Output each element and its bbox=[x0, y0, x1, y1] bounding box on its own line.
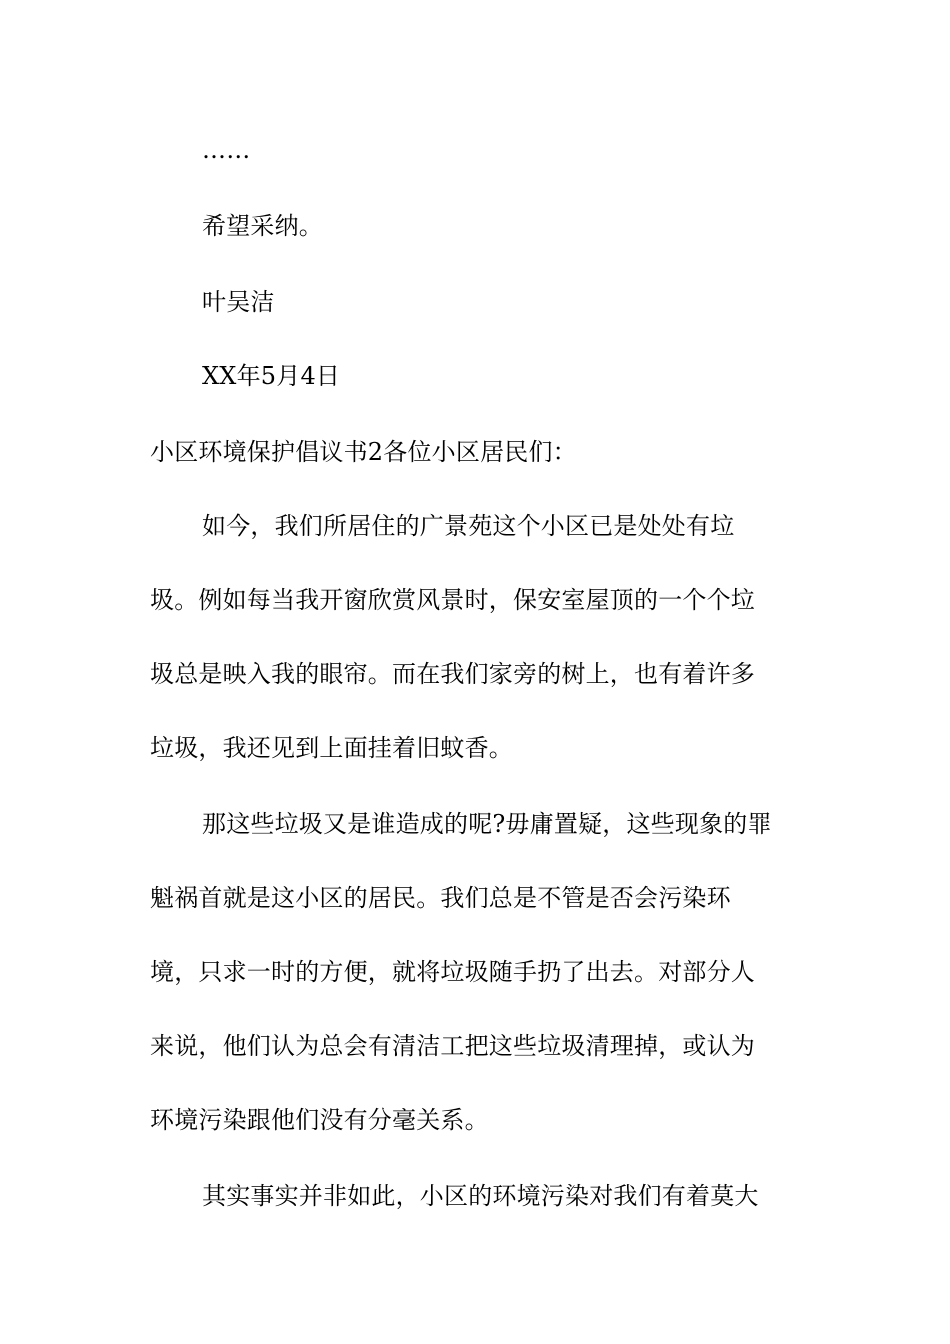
paragraph-line: 环境污染跟他们没有分毫关系。 bbox=[150, 1106, 489, 1134]
paragraph-line: 圾总是映入我的眼帘。而在我们家旁的树上，也有着许多 bbox=[150, 660, 755, 688]
closing-remark: 希望采纳。 bbox=[202, 212, 323, 240]
paragraph-line: 其实事实并非如此，小区的环境污染对我们有着莫大 bbox=[202, 1182, 759, 1210]
paragraph-line: 如今，我们所居住的广景苑这个小区已是处处有垃 bbox=[202, 512, 735, 540]
paragraph-line: 圾。例如每当我开窗欣赏风景时，保安室屋顶的一个个垃 bbox=[150, 586, 755, 614]
section-heading: 小区环境保护倡议书2各位小区居民们： bbox=[150, 438, 577, 466]
paragraph-line: 那这些垃圾又是谁造成的呢?毋庸置疑，这些现象的罪 bbox=[202, 810, 772, 838]
paragraph-line: 魁祸首就是这小区的居民。我们总是不管是否会污染环 bbox=[150, 884, 731, 912]
paragraph-line: 境，只求一时的方便，就将垃圾随手扔了出去。对部分人 bbox=[150, 958, 755, 986]
signature-name: 叶吴洁 bbox=[202, 288, 275, 316]
paragraph-line: 来说，他们认为总会有清洁工把这些垃圾清理掉，或认为 bbox=[150, 1032, 755, 1060]
signature-date: XX年5月4日 bbox=[202, 362, 341, 390]
paragraph-line: 垃圾，我还见到上面挂着旧蚊香。 bbox=[150, 734, 513, 762]
ellipsis-line: …… bbox=[202, 136, 251, 164]
